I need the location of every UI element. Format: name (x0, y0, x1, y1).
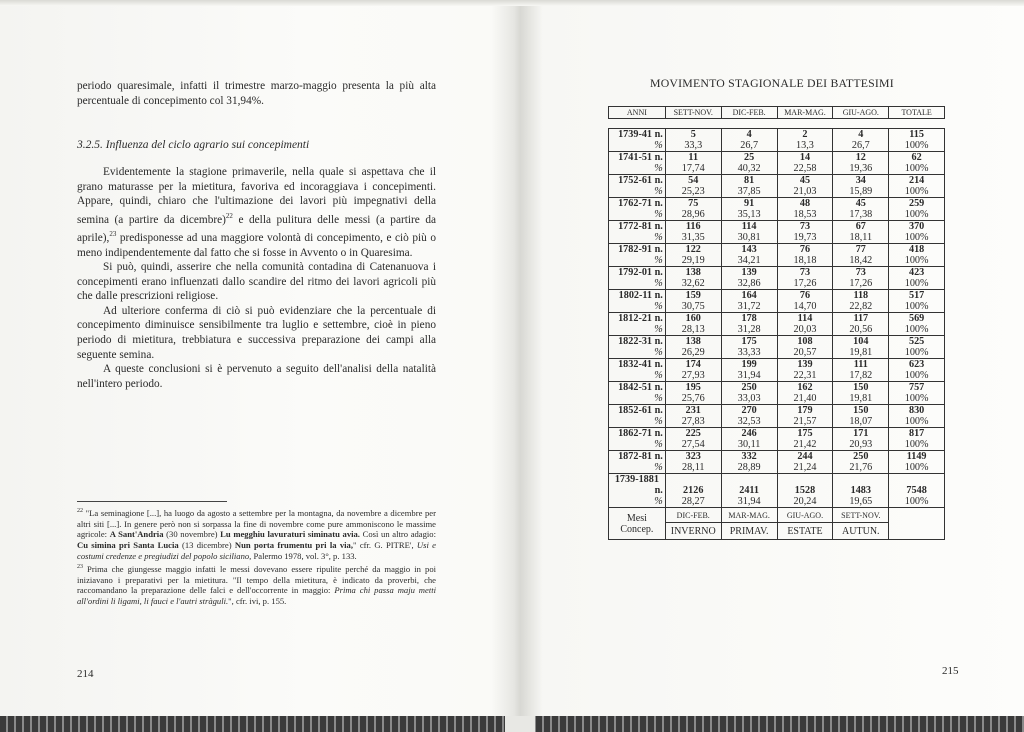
table-header-cell: MAR-MAG. (777, 107, 833, 119)
count-cell: 214 (889, 175, 945, 187)
count-cell: 150 (833, 405, 889, 417)
percent-cell: 28,13 (665, 324, 721, 336)
empty-cell (665, 474, 721, 486)
empty-cell (889, 474, 945, 486)
count-cell: 48 (777, 198, 833, 210)
count-cell: 45 (833, 198, 889, 210)
count-cell: 139 (721, 267, 777, 279)
table-row-percent (609, 301, 945, 313)
percent-cell: 100% (889, 140, 945, 152)
percent-cell: 20,93 (833, 439, 889, 451)
count-cell: 25 (721, 152, 777, 164)
table-header-row (609, 107, 945, 119)
count-cell: 11 (665, 152, 721, 164)
count-cell: 162 (777, 382, 833, 394)
table-row-count (609, 382, 945, 394)
table-row-percent (609, 140, 945, 152)
percent-cell: 35,13 (721, 209, 777, 221)
conception-season-cell: AUTUN. (833, 523, 889, 540)
fn23-text-c: ", cfr. ivi, p. 155. (228, 596, 287, 607)
row-period-label: 1741-51 n. (609, 152, 666, 164)
percent-cell: 30,11 (721, 439, 777, 451)
scan-edge-band (0, 716, 1024, 732)
table-row-percent (609, 439, 945, 451)
percent-cell: 100% (889, 163, 945, 175)
percent-cell: 18,53 (777, 209, 833, 221)
count-cell: 4 (833, 129, 889, 141)
percent-cell: 100% (889, 255, 945, 267)
count-cell: 67 (833, 221, 889, 233)
count-cell: 115 (889, 129, 945, 141)
count-cell: 175 (777, 428, 833, 440)
paragraph-1-part-c: predisponesse ad una maggiore volontà di concepimento, e ciò più o meno indipendentemente dal fatto che si fosse in Avvento o in Quaresima. (77, 231, 436, 259)
percent-label: % (609, 496, 666, 508)
percent-cell: 18,07 (833, 416, 889, 428)
row-period-label: 1822-31 n. (609, 336, 666, 348)
table-row-percent (609, 416, 945, 428)
count-cell: 62 (889, 152, 945, 164)
percent-label: % (609, 416, 666, 428)
table-row-count (609, 267, 945, 279)
total-count-cell: 7548 (889, 485, 945, 496)
fn22-text-k: Palermo 1978, vol. 3°, p. 133. (251, 551, 357, 562)
percent-cell: 17,82 (833, 370, 889, 382)
percent-cell: 26,7 (721, 140, 777, 152)
percent-label: % (609, 186, 666, 198)
count-cell: 757 (889, 382, 945, 394)
count-cell: 104 (833, 336, 889, 348)
total-row-count (609, 485, 945, 496)
count-cell: 77 (833, 244, 889, 256)
row-period-label: 1872-81 n. (609, 451, 666, 463)
gap-cell (609, 119, 945, 129)
count-cell: 525 (889, 336, 945, 348)
percent-label: % (609, 370, 666, 382)
percent-cell: 19,81 (833, 347, 889, 359)
percent-cell: 100% (889, 209, 945, 221)
row-period-label: 1862-71 n. (609, 428, 666, 440)
percent-label: % (609, 393, 666, 405)
percent-cell: 31,28 (721, 324, 777, 336)
percent-cell: 13,3 (777, 140, 833, 152)
percent-cell: 22,58 (777, 163, 833, 175)
count-cell: 12 (833, 152, 889, 164)
count-cell: 143 (721, 244, 777, 256)
row-period-label: 1739-41 n. (609, 129, 666, 141)
count-cell: 73 (777, 221, 833, 233)
count-cell: 323 (665, 451, 721, 463)
total-count-cell: 2126 (665, 485, 721, 496)
count-cell: 179 (777, 405, 833, 417)
percent-cell: 21,76 (833, 462, 889, 474)
table-row-count (609, 290, 945, 302)
percent-cell: 31,35 (665, 232, 721, 244)
count-cell: 517 (889, 290, 945, 302)
footnotes (77, 506, 436, 607)
percent-cell: 33,3 (665, 140, 721, 152)
fn23-text-a: Prima che giungesse maggio infatti le messi dovevano essere ripulite perché da maggio in poi iniziavano i preparativi per la mietitura. "Il tempo della mietitura, è indicato da proverbi, che raccomandano la preparazione delle falci e dell'occorrente in maggio: (77, 563, 436, 596)
count-cell: 138 (665, 267, 721, 279)
row-period-label: 1792-01 n. (609, 267, 666, 279)
count-cell: 195 (665, 382, 721, 394)
table-row-percent (609, 462, 945, 474)
empty-cell (777, 474, 833, 486)
empty-cell (721, 474, 777, 486)
count-cell: 244 (777, 451, 833, 463)
percent-label: % (609, 439, 666, 451)
row-period-label: 1832-41 n. (609, 359, 666, 371)
percent-cell: 19,36 (833, 163, 889, 175)
count-cell: 332 (721, 451, 777, 463)
count-cell: 270 (721, 405, 777, 417)
table-row-count (609, 336, 945, 348)
footnote-22-number: 22 (77, 508, 83, 514)
paragraph-2: Si può, quindi, asserire che nella comunità contadina di Catenanuova i concepimenti erano influenzati dallo scandire del ritmo dei lavori agricoli più che dalle prescrizioni religiose. (77, 261, 436, 303)
percent-cell: 28,11 (665, 462, 721, 474)
table-row-percent (609, 278, 945, 290)
total-percent-cell: 20,24 (777, 496, 833, 508)
fn23-italic-b: Prima chi passa maju metti all'ordini li ligami, li fauci e l'autri stràguli. (77, 585, 436, 607)
paragraph-4: A queste conclusioni si è pervenuto a seguito dell'analisi della natalità nell'intero periodo. (77, 363, 436, 390)
total-percent-cell: 100% (889, 496, 945, 508)
count-cell: 164 (721, 290, 777, 302)
percent-label: % (609, 301, 666, 313)
section-number: 3.2.5. (77, 139, 103, 151)
percent-cell: 100% (889, 416, 945, 428)
conception-months-row (609, 508, 945, 523)
count-cell: 73 (777, 267, 833, 279)
section-title: Influenza del ciclo agrario sui concepimenti (105, 139, 310, 151)
table-row-count (609, 198, 945, 210)
row-period-label: 1762-71 n. (609, 198, 666, 210)
percent-cell: 28,96 (665, 209, 721, 221)
total-count-cell: 1528 (777, 485, 833, 496)
percent-cell: 27,54 (665, 439, 721, 451)
percent-cell: 32,53 (721, 416, 777, 428)
total-row-label (609, 474, 945, 486)
percent-cell: 100% (889, 232, 945, 244)
count-cell: 73 (833, 267, 889, 279)
percent-cell: 22,82 (833, 301, 889, 313)
row-period-label: 1812-21 n. (609, 313, 666, 325)
count-cell: 175 (721, 336, 777, 348)
row-period-label: 1842-51 n. (609, 382, 666, 394)
count-cell: 91 (721, 198, 777, 210)
count-cell: 225 (665, 428, 721, 440)
table-header-cell: GIU-AGO. (833, 107, 889, 119)
percent-cell: 19,81 (833, 393, 889, 405)
count-cell: 75 (665, 198, 721, 210)
count-cell: 4 (721, 129, 777, 141)
count-cell: 76 (777, 290, 833, 302)
footnote-22 (77, 506, 436, 562)
percent-cell: 100% (889, 393, 945, 405)
count-cell: 150 (833, 382, 889, 394)
count-cell: 116 (665, 221, 721, 233)
percent-cell: 17,38 (833, 209, 889, 221)
table-row-count (609, 244, 945, 256)
conception-month-cell: DIC-FEB. (665, 508, 721, 523)
table-row-count (609, 313, 945, 325)
fn22-text-e: Così un altro adagio: (359, 529, 436, 540)
table-row-percent (609, 347, 945, 359)
count-cell: 5 (665, 129, 721, 141)
percent-cell: 27,83 (665, 416, 721, 428)
percent-cell: 100% (889, 324, 945, 336)
count-cell: 423 (889, 267, 945, 279)
percent-cell: 27,93 (665, 370, 721, 382)
percent-cell: 100% (889, 370, 945, 382)
empty-cell (833, 474, 889, 486)
table-row-percent (609, 163, 945, 175)
page-number-left: 214 (77, 668, 94, 680)
count-cell: 122 (665, 244, 721, 256)
percent-label: % (609, 462, 666, 474)
count-cell: 160 (665, 313, 721, 325)
conception-season-cell: INVERNO (665, 523, 721, 540)
percent-cell: 20,57 (777, 347, 833, 359)
fn22-bold-d: Lu megghiu lavuraturi siminatu avia. (220, 529, 360, 540)
percent-cell: 33,03 (721, 393, 777, 405)
count-cell: 418 (889, 244, 945, 256)
percent-cell: 21,57 (777, 416, 833, 428)
percent-cell: 18,18 (777, 255, 833, 267)
count-cell: 199 (721, 359, 777, 371)
intro-paragraph: periodo quaresimale, infatti il trimestre marzo-maggio presenta la più alta percentuale di concepimento col 31,94%. (77, 80, 436, 107)
total-percent-cell: 28,27 (665, 496, 721, 508)
percent-cell: 31,72 (721, 301, 777, 313)
fn22-text-c: (30 novembre) (163, 529, 221, 540)
fn22-bold-b: A Sant'Andria (109, 529, 164, 540)
count-cell: 114 (777, 313, 833, 325)
percent-cell: 18,42 (833, 255, 889, 267)
footnote-ref-23[interactable]: 23 (109, 230, 117, 239)
paragraph-1 (77, 165, 436, 260)
total-row-percent (609, 496, 945, 508)
percent-cell: 20,56 (833, 324, 889, 336)
percent-cell: 31,94 (721, 370, 777, 382)
table-row-count (609, 129, 945, 141)
page-number-right: 215 (942, 665, 959, 677)
fn22-bold-h: Nun porta frumentu pri la via, (234, 540, 353, 551)
table-row-percent (609, 209, 945, 221)
percent-cell: 15,89 (833, 186, 889, 198)
percent-label: % (609, 278, 666, 290)
percent-cell: 100% (889, 439, 945, 451)
conception-label-line-1: Mesi (626, 512, 647, 524)
percent-cell: 14,70 (777, 301, 833, 313)
conception-label-line-2: Concep. (620, 523, 654, 535)
right-page (512, 0, 1024, 716)
table-row-count (609, 175, 945, 187)
footnote-ref-22[interactable]: 22 (225, 211, 233, 220)
table-row-count (609, 428, 945, 440)
conception-month-cell: SETT-NOV. (833, 508, 889, 523)
count-cell: 108 (777, 336, 833, 348)
count-cell: 830 (889, 405, 945, 417)
count-cell: 1149 (889, 451, 945, 463)
table-row-percent (609, 324, 945, 336)
conception-season-cell: PRIMAV. (721, 523, 777, 540)
percent-cell: 40,32 (721, 163, 777, 175)
fn22-text-g: (13 dicembre) (178, 540, 235, 551)
count-cell: 817 (889, 428, 945, 440)
percent-label: % (609, 324, 666, 336)
table-row-count (609, 451, 945, 463)
table-row-percent (609, 186, 945, 198)
table-row-percent (609, 393, 945, 405)
paragraph-1-part-b: e della pulitura delle messi (a partire da aprile), (77, 213, 436, 244)
header-gap (609, 119, 945, 129)
conception-label (609, 508, 666, 540)
table-row-percent (609, 255, 945, 267)
table-body (609, 107, 945, 540)
fn22-bold-f: Cu simina pri Santa Lucia (77, 540, 179, 551)
fn22-text-a: "La seminagione [...], ha luogo da agosto a settembre per la montagna, da novembre a dicembre per altri siti [...]. In genere però non si sorpassa la fine di novembre come pure ammoniscono le massime agricole: (77, 507, 436, 540)
count-cell: 159 (665, 290, 721, 302)
section-heading (77, 139, 309, 151)
total-count-cell: 1483 (833, 485, 889, 496)
count-cell: 370 (889, 221, 945, 233)
percent-cell: 21,42 (777, 439, 833, 451)
percent-cell: 21,24 (777, 462, 833, 474)
count-cell: 250 (721, 382, 777, 394)
footnote-23 (77, 562, 436, 607)
count-cell: 117 (833, 313, 889, 325)
percent-label: % (609, 232, 666, 244)
percent-cell: 100% (889, 462, 945, 474)
percent-cell: 21,03 (777, 186, 833, 198)
count-cell: 250 (833, 451, 889, 463)
percent-label: % (609, 347, 666, 359)
table-title: MOVIMENTO STAGIONALE DEI BATTESIMI (650, 76, 894, 90)
percent-cell: 19,73 (777, 232, 833, 244)
count-cell: 76 (777, 244, 833, 256)
count-cell: 54 (665, 175, 721, 187)
count-cell: 138 (665, 336, 721, 348)
percent-label: % (609, 140, 666, 152)
total-n-label: n. (609, 485, 666, 496)
percent-cell: 20,03 (777, 324, 833, 336)
baptism-table (608, 106, 945, 540)
table-row-count (609, 152, 945, 164)
percent-cell: 100% (889, 347, 945, 359)
percent-cell: 30,75 (665, 301, 721, 313)
count-cell: 231 (665, 405, 721, 417)
table-row-count (609, 359, 945, 371)
table-header-cell: SETT-NOV. (665, 107, 721, 119)
percent-label: % (609, 255, 666, 267)
percent-cell: 32,62 (665, 278, 721, 290)
row-period-label: 1772-81 n. (609, 221, 666, 233)
total-count-cell: 2411 (721, 485, 777, 496)
percent-cell: 100% (889, 186, 945, 198)
count-cell: 114 (721, 221, 777, 233)
percent-cell: 17,26 (833, 278, 889, 290)
percent-cell: 33,33 (721, 347, 777, 359)
percent-cell: 30,81 (721, 232, 777, 244)
percent-label: % (609, 209, 666, 221)
count-cell: 139 (777, 359, 833, 371)
paragraph-1-part-a: Evidentemente la stagione primaverile, nella quale si aspettava che il grano maturasse per la mietitura, favoriva ed incoraggiava i concepimenti. Appare, quindi, chiaro che l'ultimazione dei lavori più impegnativi della semina (a partire da dicembre) (77, 166, 436, 226)
left-page (0, 0, 512, 716)
count-cell: 623 (889, 359, 945, 371)
percent-cell: 26,7 (833, 140, 889, 152)
count-cell: 2 (777, 129, 833, 141)
percent-cell: 26,29 (665, 347, 721, 359)
section-body (77, 165, 436, 391)
count-cell: 259 (889, 198, 945, 210)
percent-cell: 32,86 (721, 278, 777, 290)
count-cell: 34 (833, 175, 889, 187)
fn22-italic-j: Usi e costumi credenze e pregiudizi del popolo siciliano, (77, 540, 436, 562)
total-period-label: 1739-1881 (609, 474, 666, 486)
percent-cell: 22,31 (777, 370, 833, 382)
percent-label: % (609, 163, 666, 175)
table-header-cell: DIC-FEB. (721, 107, 777, 119)
percent-cell: 34,21 (721, 255, 777, 267)
percent-cell: 100% (889, 278, 945, 290)
total-percent-cell: 31,94 (721, 496, 777, 508)
scan-edge-gap (505, 716, 535, 732)
conception-season-cell: ESTATE (777, 523, 833, 540)
count-cell: 111 (833, 359, 889, 371)
table-header-cell: ANNI (609, 107, 666, 119)
count-cell: 118 (833, 290, 889, 302)
count-cell: 45 (777, 175, 833, 187)
fn22-text-i: " cfr. G. PITRE', (352, 540, 417, 551)
percent-cell: 17,26 (777, 278, 833, 290)
table-header-cell: TOTALE (889, 107, 945, 119)
count-cell: 569 (889, 313, 945, 325)
table-row-count (609, 405, 945, 417)
table-row-percent (609, 370, 945, 382)
count-cell: 81 (721, 175, 777, 187)
percent-cell: 25,76 (665, 393, 721, 405)
percent-cell: 21,40 (777, 393, 833, 405)
row-period-label: 1782-91 n. (609, 244, 666, 256)
count-cell: 178 (721, 313, 777, 325)
count-cell: 14 (777, 152, 833, 164)
percent-cell: 17,74 (665, 163, 721, 175)
count-cell: 174 (665, 359, 721, 371)
percent-cell: 37,85 (721, 186, 777, 198)
count-cell: 246 (721, 428, 777, 440)
footnote-divider (77, 501, 227, 502)
conception-month-cell: GIU-AGO. (777, 508, 833, 523)
table-row-count (609, 221, 945, 233)
row-period-label: 1802-11 n. (609, 290, 666, 302)
table-row-percent (609, 232, 945, 244)
conception-month-cell: MAR-MAG. (721, 508, 777, 523)
count-cell: 171 (833, 428, 889, 440)
total-percent-cell: 19,65 (833, 496, 889, 508)
percent-cell: 100% (889, 301, 945, 313)
row-period-label: 1752-61 n. (609, 175, 666, 187)
percent-cell: 29,19 (665, 255, 721, 267)
percent-cell: 28,89 (721, 462, 777, 474)
percent-cell: 25,23 (665, 186, 721, 198)
footnote-23-number: 23 (77, 563, 83, 570)
empty-cell (889, 508, 945, 540)
row-period-label: 1852-61 n. (609, 405, 666, 417)
percent-cell: 18,11 (833, 232, 889, 244)
paragraph-3: Ad ulteriore conferma di ciò si può evidenziare che la percentuale di concepimento diminuisce sensibilmente tra luglio e settembre, cioè in pieno periodo di mietitura, trebbiatura e successiva preparazione dei campi alla seguente semina. (77, 304, 436, 361)
